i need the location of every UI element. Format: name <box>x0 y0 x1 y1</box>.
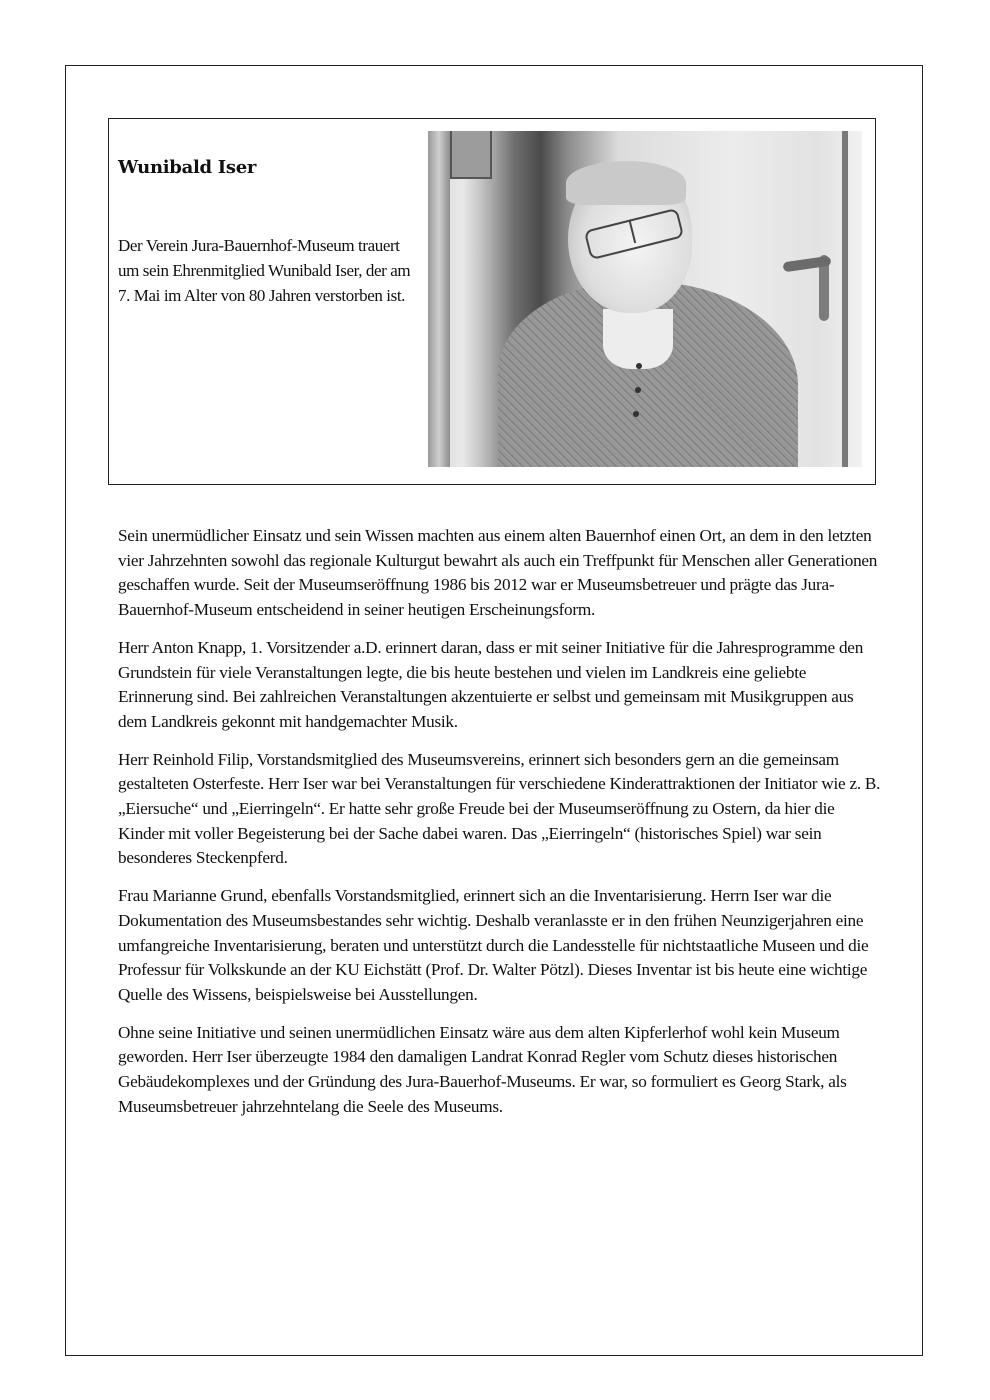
name-heading: Wunibald Iser <box>118 157 257 178</box>
portrait-photo <box>428 131 862 467</box>
obituary-body <box>118 524 883 1132</box>
photo-door-frame <box>428 131 450 467</box>
paragraph: Frau Marianne Grund, ebenfalls Vorstandsmitglied, erinnert sich an die Inventarisierung. Herrn Iser war die Dokumentation des Museumsbestandes sehr wichtig. Deshalb veranlasste er in den frühen Neunzigerjahren eine umfangreiche Inventarisierung, beraten und unterstützt durch die Landesstelle für nichtstaatliche Museen und die Professur für Volkskunde an der KU Eichstätt (Prof. Dr. Walter Pötzl). Dieses Inventar ist bis heute eine wichtige Quelle des Wissens, beispielsweise bei Ausstellungen. <box>118 886 869 1004</box>
photo-sweater-button <box>633 411 639 417</box>
photo-collar <box>603 309 673 369</box>
paragraph: Ohne seine Initiative und seinen unermüdlichen Einsatz wäre aus dem alten Kipferlerhof wohl kein Museum geworden. Herr Iser überzeugte 1984 den damaligen Landrat Konrad Regler vom Schutz dieses historischen Gebäudekomplexes und der Gründung des Jura-Bauerhof-Museums. Er war, so formuliert es Georg Stark, als Museumsbetreuer jahrzehntelang die Seele des Museums. <box>118 1022 847 1116</box>
paragraph: Herr Reinhold Filip, Vorstandsmitglied des Museumsvereins, erinnert sich besonders gern an die gemeinsam gestalteten Osterfeste. Herr Iser war bei Veranstaltungen für verschiedene Kinderattraktionen der Initiator wie z. B. „Eiersuche“ und „Eierringeln“. Er hatte sehr große Freude bei der Museumseröffnung zu Ostern, da hier die Kinder mit voller Begeisterung bei der Sache dabei waren. Das „Eierringeln“ (historisches Spiel) war sein besonderes Steckenpferd. <box>118 749 881 868</box>
header-text <box>118 155 418 308</box>
photo-door-edge <box>842 131 848 467</box>
photo-sweater-button <box>636 363 642 369</box>
photo-hair <box>566 161 686 205</box>
intro-text: Der Verein Jura-Bauernhof-Museum trauert um sein Ehrenmitglied Wunibald Iser, der am 7. Mai im Alter von 80 Jahren verstorben ist. <box>118 236 411 305</box>
paragraph: Sein unermüdlicher Einsatz und sein Wissen machten aus einem alten Bauernhof einen Ort, an dem in den letzten vier Jahrzehnten sowohl das regionale Kulturgut bewahrt als auch ein Treffpunkt für Menschen aller Generationen geschaffen wurde. Seit der Museumseröffnung 1986 bis 2012 war er Museumsbetreuer und prägte das Jura-Bauernhof-Museum entscheidend in seiner heutigen Erscheinungsform. <box>118 526 878 620</box>
paragraph: Herr Anton Knapp, 1. Vorsitzender a.D. erinnert daran, dass er mit seiner Initiative für die Jahresprogramme den Grundstein für viele Veranstaltungen legte, die bis heute bestehen und vielen im Landkreis eine geliebte Erinnerung sind. Bei zahlreichen Veranstaltungen akzentuierte er selbst und gemeinsam mit Musikgruppen aus dem Landkreis gekonnt mit handgemachter Musik. <box>118 637 864 731</box>
photo-sweater-button <box>635 387 641 393</box>
photo-wall-picture <box>450 131 492 179</box>
